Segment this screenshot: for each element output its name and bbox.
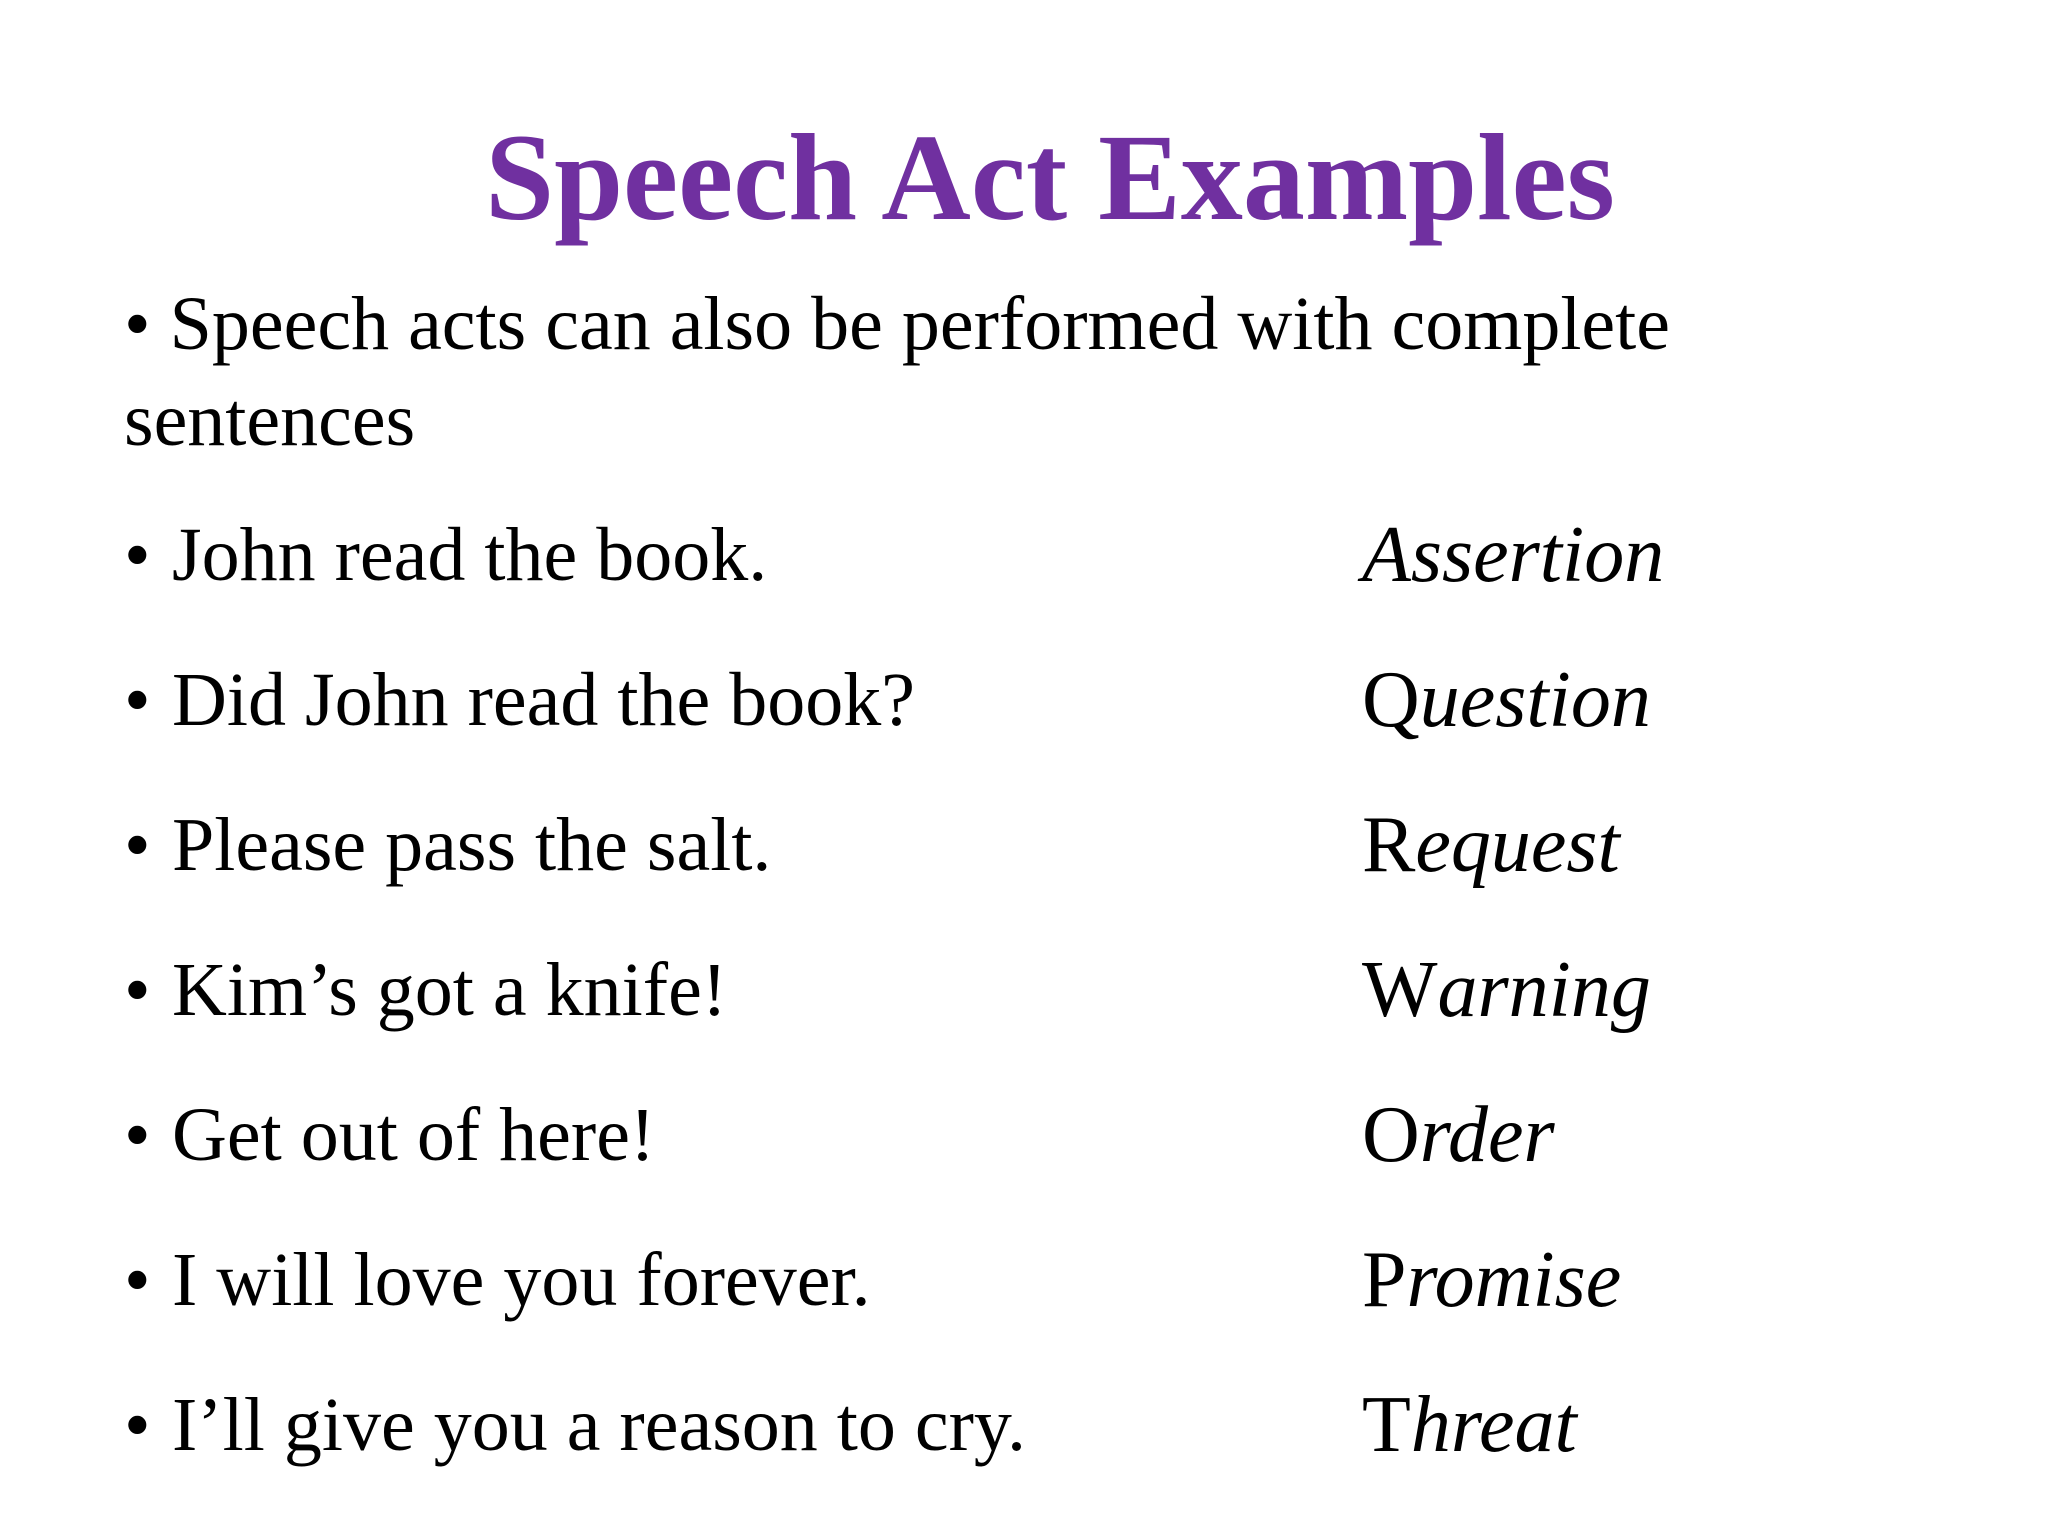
intro-text-1: Speech acts can also be performed with complete xyxy=(169,282,1671,366)
bullet-icon: • xyxy=(124,1383,151,1467)
bullet-icon: • xyxy=(124,282,151,366)
example-sentence: Kim’s got a knife! xyxy=(172,948,728,1032)
example-sentence: Please pass the salt. xyxy=(172,803,772,887)
example-row-order xyxy=(124,1080,1924,1190)
bullet-icon: • xyxy=(124,658,151,742)
bullet-icon: • xyxy=(124,1238,151,1322)
bullet-icon: • xyxy=(124,1093,151,1177)
example-sentence: I will love you forever. xyxy=(172,1238,871,1322)
bullet-icon: • xyxy=(124,513,151,597)
example-row-request xyxy=(124,790,1924,900)
intro-line-2: sentences xyxy=(124,378,416,462)
bullet-icon: • xyxy=(124,948,151,1032)
speech-act-label: Order xyxy=(1362,1091,1555,1179)
intro-bullet xyxy=(124,276,1844,468)
example-row-promise xyxy=(124,1225,1924,1335)
slide-title: Speech Act Examples xyxy=(485,109,1615,246)
speech-act-label: Threat xyxy=(1362,1381,1577,1469)
example-sentence: Get out of here! xyxy=(172,1093,656,1177)
speech-act-label: Assertion xyxy=(1362,511,1665,599)
example-sentence: John read the book. xyxy=(172,513,768,597)
example-row-warning xyxy=(124,935,1924,1045)
example-sentence: Did John read the book? xyxy=(172,658,915,742)
example-row-question xyxy=(124,645,1924,755)
speech-act-label: Question xyxy=(1362,656,1651,744)
example-row-assertion xyxy=(124,500,1924,610)
intro-line-1 xyxy=(124,276,1844,372)
bullet-icon: • xyxy=(124,803,151,887)
speech-act-label: Warning xyxy=(1362,946,1651,1034)
example-row-threat xyxy=(124,1370,1924,1480)
example-sentence: I’ll give you a reason to cry. xyxy=(172,1383,1026,1467)
speech-act-label: Request xyxy=(1362,801,1620,889)
speech-act-label: Promise xyxy=(1362,1236,1622,1324)
